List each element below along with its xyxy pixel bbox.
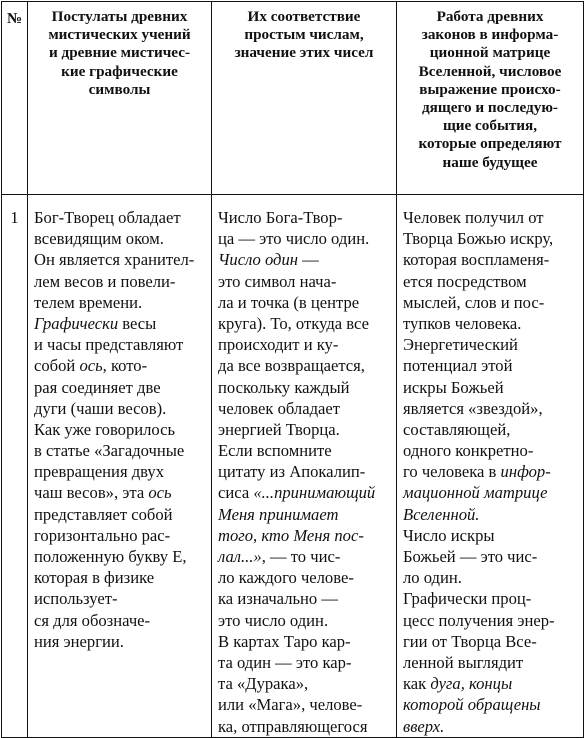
text-line <box>403 377 583 398</box>
text-line <box>34 546 211 567</box>
italic-text: «...принимающий <box>253 483 376 503</box>
text-line <box>218 652 396 673</box>
text-segment: и часы представляют <box>34 335 184 355</box>
row-number: 1 <box>2 195 28 738</box>
cell-information-matrix <box>397 195 584 738</box>
text-line <box>34 588 211 609</box>
text-segment: та один — это кар- <box>218 652 352 672</box>
text-segment: это символ нача- <box>218 271 337 291</box>
text-segment: рая соединяет две <box>34 377 161 397</box>
text-line <box>403 419 583 440</box>
text-line <box>218 716 396 737</box>
text-line <box>218 313 396 334</box>
text-line <box>218 504 396 525</box>
text-line <box>218 567 396 588</box>
header-line: кие графические <box>61 62 178 80</box>
text-line <box>403 355 583 376</box>
text-line <box>34 398 211 419</box>
text-segment: ло один. <box>403 568 462 588</box>
text-line <box>403 271 583 292</box>
text-line <box>218 292 396 313</box>
text-segment: Бог-Творец обладает <box>34 208 181 227</box>
text-segment: положенную букву Е, <box>34 547 187 566</box>
text-line <box>34 610 211 631</box>
cell-postulates <box>28 195 212 738</box>
text-line <box>403 313 583 334</box>
text-line <box>218 207 396 228</box>
text-line <box>34 440 211 461</box>
text-segment: ния энергии. <box>34 631 124 651</box>
text-segment: В картах Таро кар- <box>218 631 351 651</box>
text-segment: ка изначально — <box>218 589 338 609</box>
text-segment: ся для обозначе- <box>34 610 151 630</box>
table-row <box>2 195 584 738</box>
header-line: и древние мистичес- <box>49 44 190 62</box>
header-numbers <box>212 2 397 195</box>
text-segment: Если вспомните <box>218 441 332 461</box>
italic-text: Графически <box>34 313 119 333</box>
text-line <box>34 525 211 546</box>
text-segment: да все возвращается, <box>218 356 365 376</box>
text-line <box>403 652 583 673</box>
text-line <box>403 504 583 525</box>
text-segment: горизонтально рас- <box>34 525 171 545</box>
text-segment: дуги (чаши весов). <box>34 398 167 418</box>
text-line <box>34 207 211 228</box>
italic-text: лал...» <box>218 547 262 566</box>
text-line <box>218 334 396 355</box>
italic-text: инфор- <box>500 462 551 482</box>
text-segment: Божьей — это чис- <box>403 547 538 566</box>
italic-text: которой обращены <box>403 695 541 715</box>
header-line: которые определяют <box>418 135 562 153</box>
text-segment: ленной выглядит <box>403 652 524 672</box>
text-line <box>403 398 583 419</box>
text-line <box>403 610 583 631</box>
text-segment: сиса <box>218 483 254 503</box>
header-line: наше будущее <box>442 153 538 171</box>
text-line <box>34 334 211 355</box>
text-line <box>403 461 583 482</box>
text-segment: , кото- <box>102 356 148 376</box>
text-segment: представляет собой <box>34 504 173 524</box>
italic-text: мационной матрице <box>403 483 548 503</box>
text-segment: цесс получения энер- <box>403 610 555 630</box>
text-line <box>34 504 211 525</box>
header-line: дящего и последую- <box>421 99 558 117</box>
text-segment: Как уже говорилось <box>34 419 176 439</box>
text-segment: весы <box>118 313 157 333</box>
text-segment: поскольку каждый <box>218 377 350 397</box>
header-line: Их соответствие <box>247 8 361 25</box>
text-line <box>218 228 396 249</box>
text-line <box>34 292 211 313</box>
text-segment: Он является хранител- <box>34 250 195 270</box>
text-line <box>403 207 583 228</box>
header-line: символы <box>88 80 151 98</box>
text-segment: лем весов и повели- <box>34 271 176 291</box>
text-line <box>403 249 583 270</box>
text-line <box>34 313 211 334</box>
header-line: простым числам, <box>244 26 364 44</box>
text-segment: ка, отправляющегося <box>218 716 368 736</box>
text-segment: телем времени. <box>34 292 143 312</box>
cell-numbers <box>212 195 397 738</box>
text-segment: потенциал этой <box>403 356 513 376</box>
text-line <box>218 271 396 292</box>
text-segment: цитату из Апокалип- <box>218 462 366 482</box>
text-segment: Графически проц- <box>403 589 532 609</box>
text-segment: это число один. <box>218 610 329 630</box>
header-row <box>2 2 584 195</box>
text-segment: тупков человека. <box>403 313 522 333</box>
text-segment: круга). То, откуда все <box>218 313 369 333</box>
text-segment: Число Бога-Твор- <box>218 208 343 227</box>
header-postulates <box>28 2 212 195</box>
text-segment: чаш весов», эта <box>34 483 149 503</box>
text-line <box>403 440 583 461</box>
header-line: значение этих чисел <box>234 44 374 62</box>
text-line <box>403 546 583 567</box>
text-line <box>218 482 396 503</box>
text-segment: искры Божьей <box>403 377 504 397</box>
text-line <box>34 377 211 398</box>
header-line: ционной матрице <box>429 44 551 62</box>
text-line <box>34 249 211 270</box>
text-line <box>34 631 211 652</box>
text-segment: — <box>297 250 319 270</box>
header-line: выражение происхо- <box>419 80 561 98</box>
text-segment: или «Мага», челове- <box>218 695 363 715</box>
header-line: Постулаты древних <box>51 8 188 25</box>
text-segment: как <box>403 674 431 694</box>
header-line: Работа древних <box>436 8 544 25</box>
text-line <box>403 588 583 609</box>
text-line <box>34 567 211 588</box>
italic-text: ось <box>148 483 172 503</box>
italic-text: ось <box>79 356 103 376</box>
text-segment: Творца Божью искру, <box>403 229 554 249</box>
text-segment: является «звездой», <box>403 398 543 418</box>
postulates-table <box>1 1 584 738</box>
text-line <box>218 398 396 419</box>
text-line <box>218 673 396 694</box>
text-line <box>218 440 396 461</box>
text-segment: го человека в <box>403 462 501 482</box>
text-line <box>218 588 396 609</box>
text-segment: одного конкретно- <box>403 441 534 461</box>
text-segment: энергией Творца. <box>218 419 340 439</box>
text-segment: составляющей, <box>403 419 511 439</box>
text-segment: мыслей, слов и пос- <box>403 292 545 312</box>
text-segment: Энергетический <box>403 335 518 355</box>
text-line <box>403 631 583 652</box>
text-segment: происходит и ку- <box>218 335 339 355</box>
text-segment: ца — это число один. <box>218 229 370 249</box>
text-segment: в статье «Загадочные <box>34 441 185 461</box>
text-line <box>218 546 396 567</box>
text-segment: , — то чис- <box>261 547 341 566</box>
text-line <box>403 334 583 355</box>
header-number: № <box>2 2 28 195</box>
text-line <box>34 271 211 292</box>
text-segment: ло каждого челове- <box>218 568 354 588</box>
text-segment: человек обладает <box>218 398 340 418</box>
text-line <box>218 610 396 631</box>
text-segment: всевидящим оком. <box>34 229 164 249</box>
text-line <box>34 228 211 249</box>
text-segment: превращения двух <box>34 462 165 482</box>
text-line <box>403 567 583 588</box>
italic-text: Вселенной. <box>403 504 480 524</box>
text-line <box>34 419 211 440</box>
text-line <box>403 673 583 694</box>
header-line: щие события, <box>442 117 538 135</box>
text-segment: ется посредством <box>403 271 527 291</box>
text-line <box>218 461 396 482</box>
text-line <box>218 377 396 398</box>
text-segment: собой <box>34 356 80 376</box>
header-line: мистических учений <box>48 26 191 44</box>
text-line <box>403 228 583 249</box>
text-line <box>218 249 396 270</box>
header-line: законов в информа- <box>421 26 559 44</box>
italic-text: того, кто Меня пос- <box>218 525 364 545</box>
header-information-matrix <box>397 2 584 195</box>
text-segment: та «Дурака», <box>218 674 309 694</box>
text-line <box>403 716 583 737</box>
text-line <box>403 292 583 313</box>
italic-text: вверх. <box>403 716 445 736</box>
text-line <box>34 355 211 376</box>
text-segment: гии от Творца Все- <box>403 631 537 651</box>
text-line <box>403 482 583 503</box>
text-segment: Число искры <box>403 525 495 545</box>
header-line: Вселенной, числовое <box>418 62 562 80</box>
text-line <box>218 525 396 546</box>
text-line <box>218 419 396 440</box>
italic-text: Число один <box>218 250 298 270</box>
text-line <box>34 482 211 503</box>
text-line <box>218 631 396 652</box>
italic-text: Меня принимает <box>218 504 339 524</box>
italic-text: дуга, концы <box>430 674 513 694</box>
text-segment: использует- <box>34 589 118 609</box>
text-segment: ла и точка (в центре <box>218 292 360 312</box>
text-line <box>218 355 396 376</box>
text-segment: которая в физике <box>34 568 155 588</box>
text-segment: Человек получил от <box>403 208 544 227</box>
text-segment: которая воспламеня- <box>403 250 550 270</box>
text-line <box>34 461 211 482</box>
text-line <box>403 525 583 546</box>
